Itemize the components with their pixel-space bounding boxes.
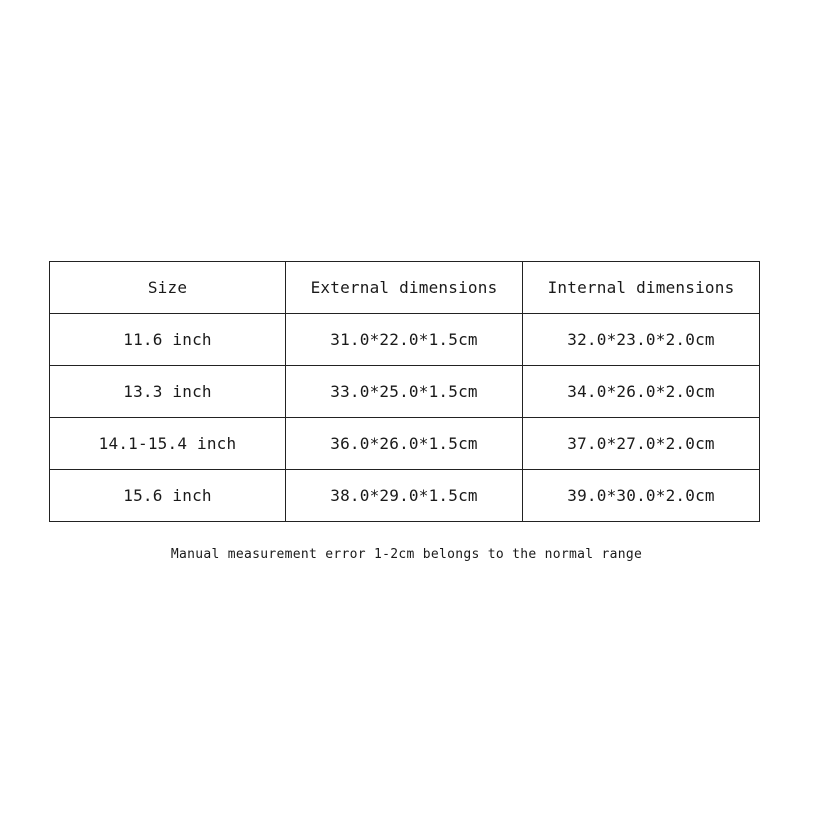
cell-external: 33.0*25.0*1.5cm <box>286 366 523 418</box>
cell-external: 38.0*29.0*1.5cm <box>286 470 523 522</box>
cell-internal: 34.0*26.0*2.0cm <box>523 366 760 418</box>
table-row <box>50 366 760 418</box>
cell-external: 31.0*22.0*1.5cm <box>286 314 523 366</box>
header-external-dimensions: External dimensions <box>286 262 523 314</box>
header-size: Size <box>50 262 286 314</box>
size-table <box>49 261 760 522</box>
measurement-note: Manual measurement error 1-2cm belongs to the normal range <box>170 547 643 562</box>
cell-internal: 32.0*23.0*2.0cm <box>523 314 760 366</box>
cell-size: 15.6 inch <box>50 470 286 522</box>
table-header-row <box>50 262 760 314</box>
cell-external: 36.0*26.0*1.5cm <box>286 418 523 470</box>
table-row <box>50 314 760 366</box>
cell-internal: 39.0*30.0*2.0cm <box>523 470 760 522</box>
cell-internal: 37.0*27.0*2.0cm <box>523 418 760 470</box>
cell-size: 14.1-15.4 inch <box>50 418 286 470</box>
cell-size: 13.3 inch <box>50 366 286 418</box>
table-row <box>50 418 760 470</box>
cell-size: 11.6 inch <box>50 314 286 366</box>
header-internal-dimensions: Internal dimensions <box>523 262 760 314</box>
table-row <box>50 470 760 522</box>
